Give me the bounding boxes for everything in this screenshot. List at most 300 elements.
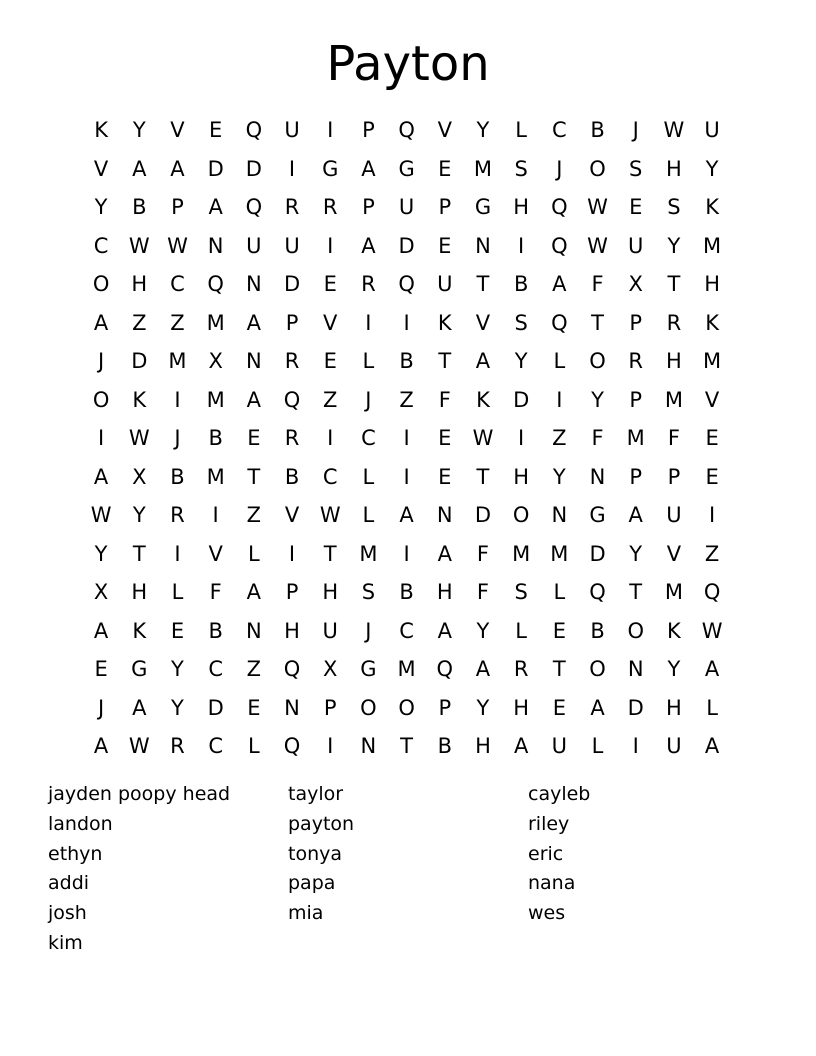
grid-letter: T <box>400 734 413 758</box>
grid-letter: E <box>438 156 452 181</box>
grid-letter: B <box>399 580 414 604</box>
grid-letter: E <box>629 195 643 219</box>
grid-letter: C <box>322 464 338 489</box>
grid-letter: P <box>438 695 452 720</box>
grid-letter: E <box>552 695 566 720</box>
grid-letter: L <box>362 349 375 373</box>
grid-letter: I <box>403 541 410 566</box>
grid-letter: Q <box>283 387 301 412</box>
grid-letter: Y <box>514 349 528 373</box>
grid-letter: J <box>174 426 181 450</box>
word-list-item: nana <box>528 872 576 895</box>
grid-letter: W <box>472 426 494 450</box>
grid-letter: I <box>174 387 181 412</box>
grid-letter: G <box>322 156 339 181</box>
grid-letter: A <box>93 734 109 758</box>
grid-letter: D <box>207 156 224 181</box>
grid-letter: N <box>551 503 568 527</box>
grid-letter: Q <box>551 195 568 219</box>
grid-letter: T <box>591 310 604 335</box>
grid-letter: Z <box>552 426 567 450</box>
grid-letter: S <box>361 580 376 604</box>
grid-letter: H <box>284 618 300 643</box>
grid-letter: H <box>513 695 530 720</box>
grid-letter: U <box>704 118 720 142</box>
grid-letter: M <box>168 349 187 373</box>
grid-letter: Q <box>245 195 263 219</box>
word-list-item: wes <box>528 902 566 925</box>
grid-letter: I <box>708 503 716 527</box>
grid-letter: B <box>284 464 300 489</box>
grid-letter: H <box>666 349 682 373</box>
grid-letter: E <box>247 695 261 720</box>
grid-letter: W <box>128 734 150 758</box>
grid-row <box>82 573 732 612</box>
grid-letter: V <box>666 541 682 566</box>
grid-letter: G <box>360 657 377 681</box>
grid-letter: Z <box>246 503 262 527</box>
grid-letter: P <box>438 195 452 219</box>
grid-letter: Y <box>552 464 566 489</box>
grid-letter: A <box>475 657 491 681</box>
grid-letter: Y <box>667 233 681 258</box>
grid-letter: A <box>590 695 605 720</box>
grid-letter: F <box>476 580 490 604</box>
grid-row <box>82 381 732 420</box>
grid-row <box>82 458 732 497</box>
grid-letter: P <box>629 387 643 412</box>
grid-letter: A <box>246 580 262 604</box>
grid-letter: M <box>703 349 722 373</box>
grid-letter: N <box>475 233 491 258</box>
grid-letter: R <box>666 310 682 335</box>
grid-letter: E <box>247 426 261 450</box>
grid-letter: Y <box>705 156 719 181</box>
grid-letter: N <box>627 657 644 681</box>
grid-letter: X <box>208 349 223 373</box>
grid-letter: R <box>284 349 300 373</box>
grid-letter: D <box>513 387 530 412</box>
grid-letter: A <box>93 618 109 643</box>
grid-letter: A <box>437 541 452 566</box>
grid-letter: B <box>590 618 605 643</box>
grid-letter: Q <box>703 580 721 604</box>
grid-letter: V <box>93 156 109 181</box>
grid-letter: U <box>284 118 300 142</box>
grid-letter: Q <box>551 310 568 335</box>
grid-letter: Y <box>476 118 490 142</box>
grid-letter: I <box>518 426 525 450</box>
grid-letter: B <box>399 349 414 373</box>
grid-letter: W <box>663 118 685 142</box>
grid-letter: M <box>703 233 722 258</box>
grid-letter: Y <box>171 695 184 720</box>
grid-letter: P <box>285 580 299 604</box>
grid-letter: B <box>170 464 185 489</box>
grid-letter: K <box>132 618 147 643</box>
grid-letter: P <box>285 310 299 335</box>
page-title: Payton <box>326 36 490 92</box>
word-list-column-2 <box>288 780 518 929</box>
grid-letter: K <box>132 387 147 412</box>
grid-letter: R <box>628 349 644 373</box>
grid-letter: D <box>474 503 492 527</box>
grid-letter: T <box>247 464 261 489</box>
grid-letter: U <box>284 233 300 258</box>
grid-letter: Q <box>436 657 454 681</box>
grid-letter: R <box>284 195 300 219</box>
grid-letter: B <box>132 195 147 219</box>
grid-letter: C <box>170 272 185 296</box>
word-list-item: riley <box>528 812 570 835</box>
grid-row <box>82 727 732 766</box>
grid-letter: F <box>209 580 222 604</box>
word-list-column-1 <box>48 780 278 959</box>
grid-letter: L <box>553 349 566 373</box>
grid-letter: R <box>361 272 376 296</box>
grid-row <box>82 496 732 535</box>
grid-letter: M <box>626 426 645 450</box>
word-list-item: cayleb <box>528 783 591 805</box>
grid-letter: M <box>664 387 683 412</box>
grid-letter: Z <box>399 387 414 412</box>
grid-letter: E <box>323 272 337 296</box>
grid-letter: U <box>628 233 644 258</box>
grid-row <box>82 535 732 574</box>
grid-letter: E <box>438 426 452 450</box>
grid-letter: L <box>591 734 604 758</box>
grid-letter: Y <box>476 695 490 720</box>
grid-letter: H <box>131 272 148 296</box>
grid-letter: O <box>92 387 110 412</box>
grid-letter: I <box>403 426 410 450</box>
grid-letter: W <box>701 618 723 643</box>
grid-letter: A <box>475 349 491 373</box>
grid-letter: C <box>399 618 414 643</box>
grid-letter: G <box>589 503 606 527</box>
grid-letter: C <box>93 233 109 258</box>
grid-letter: A <box>132 695 147 720</box>
grid-letter: A <box>93 464 109 489</box>
grid-letter: M <box>512 541 531 566</box>
grid-row <box>82 689 732 728</box>
grid-letter: C <box>361 426 376 450</box>
grid-letter: Y <box>667 657 681 681</box>
grid-letter: L <box>362 503 375 527</box>
grid-letter: A <box>132 156 147 181</box>
grid-letter: I <box>327 118 334 142</box>
grid-letter: V <box>437 118 452 142</box>
grid-letter: M <box>359 541 378 566</box>
grid-letter: Q <box>207 272 224 296</box>
grid-letter: B <box>208 618 223 643</box>
grid-letter: I <box>212 503 219 527</box>
grid-letter: N <box>207 233 224 258</box>
grid-letter: Y <box>94 195 108 219</box>
grid-letter: X <box>628 272 643 296</box>
word-list-item: addi <box>48 872 90 895</box>
grid-letter: I <box>556 387 563 412</box>
grid-letter: P <box>629 310 643 335</box>
grid-letter: H <box>322 580 339 604</box>
grid-letter: P <box>171 195 184 219</box>
grid-letter: F <box>476 541 490 566</box>
grid-letter: N <box>245 272 262 296</box>
grid-letter: Y <box>591 387 604 412</box>
grid-letter: U <box>437 272 453 296</box>
grid-letter: D <box>245 156 262 181</box>
grid-letter: N <box>284 695 300 720</box>
grid-letter: L <box>515 118 527 142</box>
grid-letter: F <box>591 272 604 296</box>
grid-letter: V <box>323 310 338 335</box>
grid-letter: A <box>552 272 567 296</box>
grid-row <box>82 227 732 266</box>
word-list-item: payton <box>288 812 355 835</box>
grid-letter: D <box>207 695 224 720</box>
grid-letter: R <box>322 195 338 219</box>
grid-letter: G <box>398 156 415 181</box>
grid-letter: O <box>512 503 530 527</box>
grid-letter: V <box>208 541 223 566</box>
grid-letter: A <box>361 233 376 258</box>
grid-letter: Y <box>132 503 146 527</box>
grid-letter: H <box>666 695 682 720</box>
grid-letter: K <box>667 618 681 643</box>
grid-letter: I <box>174 541 181 566</box>
grid-letter: E <box>438 233 452 258</box>
grid-letter: U <box>246 233 262 258</box>
grid-letter: I <box>403 464 410 489</box>
grid-letter: E <box>705 464 719 489</box>
grid-row <box>82 265 732 304</box>
grid-letter: D <box>131 349 148 373</box>
grid-letter: L <box>171 580 184 604</box>
grid-row <box>82 650 732 689</box>
grid-letter: P <box>629 464 643 489</box>
grid-row <box>82 188 732 227</box>
grid-letter: U <box>551 734 568 758</box>
grid-letter: W <box>128 233 150 258</box>
grid-letter: E <box>705 426 719 450</box>
grid-letter: E <box>323 349 337 373</box>
grid-letter: J <box>365 387 372 412</box>
grid-letter: U <box>322 618 338 643</box>
grid-letter: A <box>628 503 643 527</box>
grid-letter: V <box>704 387 720 412</box>
grid-letter: T <box>132 541 146 566</box>
grid-letter: N <box>436 503 453 527</box>
grid-letter: W <box>587 195 608 219</box>
grid-letter: A <box>170 156 185 181</box>
word-list-column-3 <box>528 780 758 929</box>
grid-row <box>82 111 732 150</box>
word-list-item: tonya <box>288 842 343 865</box>
grid-letter: H <box>666 156 682 181</box>
grid-letter: S <box>667 195 681 219</box>
grid-letter: T <box>323 541 337 566</box>
grid-letter: F <box>667 426 680 450</box>
grid-letter: B <box>437 734 452 758</box>
grid-letter: T <box>476 272 490 296</box>
grid-letter: L <box>706 695 718 720</box>
grid-letter: M <box>473 156 493 181</box>
grid-letter: Q <box>589 580 606 604</box>
grid-letter: D <box>398 233 415 258</box>
grid-letter: R <box>284 426 300 450</box>
word-list-item: papa <box>288 872 336 895</box>
grid-letter: U <box>666 734 682 758</box>
grid-letter: L <box>553 580 566 604</box>
grid-letter: G <box>131 657 148 681</box>
grid-letter: X <box>93 580 109 604</box>
grid-letter: A <box>93 310 109 335</box>
grid-letter: I <box>288 541 296 566</box>
grid-letter: Y <box>629 541 643 566</box>
grid-letter: G <box>474 195 492 219</box>
grid-letter: T <box>552 657 566 681</box>
grid-letter: N <box>245 618 262 643</box>
word-list-item: kim <box>48 931 83 954</box>
grid-letter: Q <box>283 657 301 681</box>
grid-letter: J <box>97 349 105 373</box>
grid-letter: U <box>398 195 415 219</box>
grid-letter: M <box>664 580 683 604</box>
grid-letter: H <box>513 464 530 489</box>
grid-letter: A <box>399 503 414 527</box>
grid-letter: W <box>319 503 341 527</box>
grid-letter: W <box>167 233 188 258</box>
grid-letter: L <box>362 464 375 489</box>
grid-letter: I <box>518 233 525 258</box>
grid-letter: E <box>209 118 223 142</box>
grid-letter: A <box>208 195 223 219</box>
grid-letter: T <box>667 272 681 296</box>
word-list-item: jayden poopy head <box>48 783 231 805</box>
grid-letter: K <box>705 310 719 335</box>
grid-letter: J <box>632 118 639 142</box>
grid-letter: I <box>403 310 410 335</box>
grid-letter: B <box>208 426 223 450</box>
grid-letter: R <box>170 734 185 758</box>
grid-letter: M <box>206 387 225 412</box>
grid-letter: C <box>552 118 567 142</box>
grid-letter: Z <box>246 657 262 681</box>
grid-letter: T <box>629 580 643 604</box>
grid-letter: E <box>552 618 566 643</box>
grid-letter: L <box>247 734 260 758</box>
grid-letter: E <box>170 618 185 643</box>
grid-letter: O <box>589 349 606 373</box>
grid-letter: N <box>245 349 262 373</box>
grid-row <box>82 304 732 343</box>
grid-letter: I <box>327 734 334 758</box>
grid-letter: I <box>288 156 296 181</box>
grid-letter: C <box>208 734 223 758</box>
grid-letter: H <box>131 580 148 604</box>
grid-letter: I <box>327 426 334 450</box>
grid-letter: A <box>246 387 262 412</box>
grid-letter: X <box>132 464 147 489</box>
grid-letter: Z <box>132 310 147 335</box>
grid-letter: S <box>514 156 528 181</box>
grid-letter: A <box>361 156 376 181</box>
grid-letter: Q <box>245 118 263 142</box>
grid-letter: N <box>589 464 606 489</box>
grid-letter: K <box>705 195 719 219</box>
grid-letter: Q <box>398 118 415 142</box>
grid-letter: J <box>556 156 563 181</box>
grid-row <box>82 612 732 651</box>
letter-grid <box>82 111 732 766</box>
grid-letter: O <box>589 156 606 181</box>
grid-letter: K <box>476 387 490 412</box>
grid-row <box>82 419 732 458</box>
grid-letter: B <box>513 272 529 296</box>
word-list-item: mia <box>288 902 324 925</box>
grid-letter: J <box>365 618 372 643</box>
grid-letter: F <box>438 387 451 412</box>
grid-letter: V <box>475 310 491 335</box>
grid-letter: W <box>128 426 150 450</box>
grid-letter: Q <box>551 233 568 258</box>
grid-letter: O <box>627 618 644 643</box>
grid-letter: P <box>362 118 375 142</box>
grid-letter: W <box>90 503 112 527</box>
grid-letter: D <box>283 272 301 296</box>
grid-letter: N <box>360 734 377 758</box>
grid-letter: M <box>550 541 569 566</box>
grid-letter: M <box>206 310 225 335</box>
word-list-item: eric <box>528 842 564 865</box>
grid-letter: H <box>475 734 491 758</box>
word-list-item: josh <box>48 902 87 925</box>
word-list-item: taylor <box>288 783 344 805</box>
grid-letter: W <box>587 233 608 258</box>
grid-letter: A <box>437 618 452 643</box>
grid-letter: L <box>247 541 260 566</box>
grid-letter: I <box>365 310 372 335</box>
grid-letter: S <box>514 310 528 335</box>
grid-letter: P <box>323 695 337 720</box>
grid-letter: K <box>94 118 108 142</box>
grid-row <box>82 342 732 381</box>
grid-letter: P <box>667 464 681 489</box>
grid-letter: V <box>170 118 185 142</box>
grid-letter: Z <box>323 387 338 412</box>
grid-letter: O <box>589 657 606 681</box>
grid-letter: D <box>589 541 606 566</box>
grid-letter: R <box>170 503 185 527</box>
word-list-item: ethyn <box>48 842 103 865</box>
grid-letter: O <box>398 695 415 720</box>
grid-letter: L <box>515 618 527 643</box>
grid-letter: I <box>632 734 639 758</box>
grid-letter: I <box>97 426 105 450</box>
grid-letter: M <box>397 657 416 681</box>
grid-letter: Q <box>283 734 301 758</box>
grid-letter: B <box>590 118 605 142</box>
grid-letter: Q <box>398 272 415 296</box>
grid-letter: X <box>323 657 338 681</box>
grid-letter: H <box>436 580 453 604</box>
grid-letter: F <box>591 426 604 450</box>
grid-letter: O <box>92 272 110 296</box>
grid-letter: S <box>629 156 643 181</box>
grid-letter: E <box>94 657 108 681</box>
grid-letter: K <box>437 310 452 335</box>
grid-letter: A <box>704 657 720 681</box>
